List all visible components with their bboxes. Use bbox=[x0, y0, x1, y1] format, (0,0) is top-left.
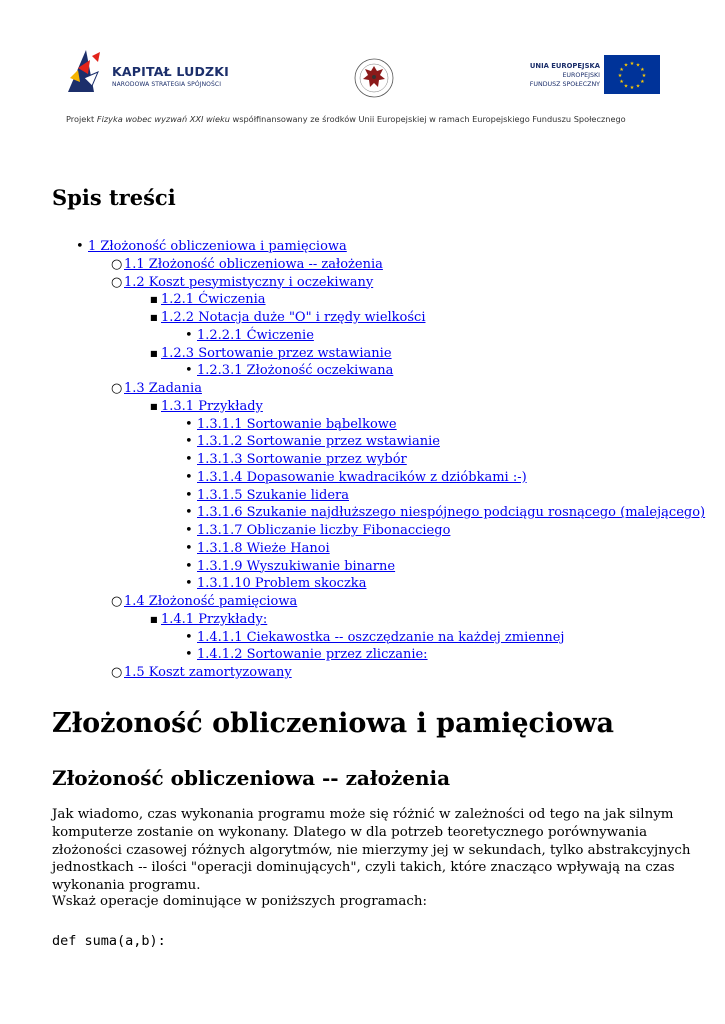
toc-item bbox=[52, 451, 692, 469]
toc-link[interactable]: 1.3.1 Przykłady bbox=[161, 398, 263, 414]
toc-bullet-icon: • bbox=[185, 434, 193, 450]
eu-fund-text bbox=[510, 62, 600, 89]
toc-bullet-icon: • bbox=[185, 487, 193, 503]
toc-item bbox=[52, 327, 692, 345]
toc-bullet-icon: • bbox=[185, 540, 193, 556]
toc-item bbox=[52, 504, 706, 522]
caption-suffix: współfinansowany ze środków Unii Europejskiej w ramach Europejskiego Funduszu Społecznego bbox=[229, 114, 626, 124]
intro-paragraph: Jak wiadomo, czas wykonania programu może się różnić w zależności od tego na jak silnym komputerze zostanie on wykonany. Dlatego w dla potrzeb teoretycznego porównywania złożoności czasowej różnych algorytmów, nie mierzymy jej w sekundach, tylko abstrakcyjnych jednostkach -- ilości "operacji dominujących", czyli takich, które znacząco wpływają na czas wykonania programu. bbox=[52, 807, 691, 894]
toc-bullet-icon: ■ bbox=[150, 295, 158, 305]
toc-link[interactable]: 1.3.1.3 Sortowanie przez wybór bbox=[197, 452, 407, 467]
toc-link[interactable]: 1.2.2.1 Ćwiczenie bbox=[197, 327, 314, 343]
svg-text:★: ★ bbox=[619, 79, 624, 85]
toc-bullet-icon: ○ bbox=[111, 594, 123, 609]
toc-link[interactable]: 1.3 Zadania bbox=[124, 381, 202, 396]
toc-link[interactable]: 1 Złożoność obliczeniowa i pamięciowa bbox=[88, 239, 347, 254]
svg-text:★: ★ bbox=[617, 73, 623, 79]
svg-text:★: ★ bbox=[641, 73, 647, 79]
svg-text:★: ★ bbox=[629, 61, 635, 67]
toc-bullet-icon: ○ bbox=[111, 665, 123, 680]
caption-prefix: Projekt bbox=[66, 114, 97, 124]
svg-text:★: ★ bbox=[619, 67, 624, 73]
toc-link[interactable]: 1.3.1.5 Szukanie lidera bbox=[197, 487, 350, 503]
toc-bullet-icon: • bbox=[185, 363, 193, 379]
toc-item bbox=[52, 416, 692, 434]
kapital-ludzki-title: KAPITAŁ LUDZKI bbox=[112, 64, 230, 79]
toc-bullet-icon: ■ bbox=[150, 348, 158, 358]
toc-bullet-icon: • bbox=[185, 558, 193, 574]
toc-item bbox=[52, 433, 692, 451]
toc-bullet-icon: • bbox=[185, 647, 193, 663]
caption-project-name: Fizyka wobec wyzwań XXI wieku bbox=[96, 114, 230, 124]
task-paragraph: Wskaż operacje dominujące w poniższych programach: bbox=[52, 894, 427, 909]
toc-bullet-icon: • bbox=[185, 469, 193, 485]
toc-link[interactable]: 1.2.2 Notacja duże "O" i rzędy wielkości bbox=[161, 310, 426, 325]
toc-bullet-icon: • bbox=[76, 239, 84, 254]
toc-item bbox=[52, 291, 692, 309]
toc-bullet-icon: • bbox=[185, 452, 193, 467]
section-heading: Złożoność obliczeniowa i pamięciowa bbox=[52, 708, 614, 739]
toc-item bbox=[52, 469, 692, 487]
toc-list bbox=[52, 238, 706, 682]
svg-text:★: ★ bbox=[629, 85, 635, 91]
eu-fund-line2: FUNDUSZ SPOŁECZNY bbox=[529, 81, 600, 88]
toc-link[interactable]: 1.1 Złożoność obliczeniowa -- założenia bbox=[124, 256, 383, 272]
toc-item bbox=[52, 540, 692, 558]
kapital-ludzki-subtitle: NARODOWA STRATEGIA SPÓJNOŚCI bbox=[112, 81, 222, 88]
toc-item bbox=[52, 558, 692, 576]
toc-item bbox=[52, 362, 692, 380]
toc-link[interactable]: 1.4.1.2 Sortowanie przez zliczanie: bbox=[197, 647, 428, 663]
toc-link[interactable]: 1.4.1 Przykłady: bbox=[161, 611, 268, 627]
toc-bullet-icon: ○ bbox=[111, 381, 123, 396]
svg-text:★: ★ bbox=[635, 83, 641, 90]
toc-item bbox=[52, 611, 692, 629]
toc-item bbox=[52, 256, 692, 274]
toc-link[interactable]: 1.3.1.4 Dopasowanie kwadracików z dzióbkami :-) bbox=[197, 469, 527, 485]
toc-title: Spis treści bbox=[52, 185, 176, 210]
project-caption bbox=[66, 114, 626, 124]
toc-bullet-icon: • bbox=[185, 327, 193, 343]
toc-link[interactable]: 1.3.1.1 Sortowanie bąbelkowe bbox=[197, 416, 397, 432]
kapital-ludzki-mark-icon bbox=[64, 48, 106, 94]
toc-bullet-icon: ○ bbox=[111, 274, 123, 290]
toc-link[interactable]: 1.2 Koszt pesymistyczny i oczekiwany bbox=[124, 274, 374, 290]
toc-item bbox=[52, 309, 692, 327]
toc-link[interactable]: 1.3.1.9 Wyszukiwanie binarne bbox=[197, 558, 396, 574]
table-of-contents bbox=[52, 238, 706, 682]
toc-link[interactable]: 1.2.3 Sortowanie przez wstawianie bbox=[161, 345, 392, 361]
toc-bullet-icon: ○ bbox=[111, 256, 123, 272]
toc-item bbox=[52, 575, 692, 593]
toc-link[interactable]: 1.4.1.1 Ciekawostka -- oszczędzanie na każdej zmiennej bbox=[197, 629, 565, 645]
subsection-heading: Złożoność obliczeniowa -- założenia bbox=[52, 766, 451, 790]
toc-item bbox=[52, 593, 692, 611]
svg-text:★: ★ bbox=[623, 62, 629, 69]
svg-text:★: ★ bbox=[635, 62, 641, 69]
toc-link[interactable]: 1.3.1.8 Wieże Hanoi bbox=[197, 540, 330, 556]
university-warsaw-eagle-icon bbox=[353, 55, 395, 101]
toc-link[interactable]: 1.3.1.6 Szukanie najdłuższego niespójnego podciągu rosnącego (malejącego) bbox=[197, 505, 706, 521]
toc-link[interactable]: 1.3.1.2 Sortowanie przez wstawianie bbox=[197, 434, 440, 450]
toc-link[interactable]: 1.3.1.10 Problem skoczka bbox=[197, 576, 367, 592]
toc-link[interactable]: 1.2.1 Ćwiczenia bbox=[161, 292, 266, 308]
toc-bullet-icon: • bbox=[185, 576, 193, 592]
toc-item bbox=[52, 522, 692, 540]
code-block: def suma(a,b): bbox=[52, 933, 166, 949]
toc-item bbox=[52, 487, 692, 505]
toc-bullet-icon: • bbox=[185, 629, 193, 645]
toc-item bbox=[52, 274, 692, 292]
kapital-ludzki-logo bbox=[64, 48, 244, 98]
toc-link[interactable]: 1.4 Złożoność pamięciowa bbox=[124, 594, 298, 609]
toc-item bbox=[52, 646, 692, 664]
svg-text:★: ★ bbox=[640, 67, 645, 73]
toc-item bbox=[52, 664, 692, 682]
svg-text:★: ★ bbox=[640, 79, 645, 85]
toc-bullet-icon: ■ bbox=[150, 401, 158, 411]
toc-link[interactable]: 1.2.3.1 Złożoność oczekiwana bbox=[197, 363, 394, 379]
toc-bullet-icon: ■ bbox=[150, 614, 158, 624]
toc-item bbox=[52, 380, 692, 398]
header-banner bbox=[0, 0, 725, 140]
toc-item bbox=[52, 398, 692, 416]
eu-fund-line1: EUROPEJSKI bbox=[562, 72, 600, 79]
toc-bullet-icon: • bbox=[185, 523, 193, 538]
toc-bullet-icon: • bbox=[185, 416, 193, 432]
page-content bbox=[52, 184, 706, 949]
eu-name: UNIA EUROPEJSKA bbox=[529, 62, 600, 70]
toc-link[interactable]: 1.3.1.7 Obliczanie liczby Fibonacciego bbox=[197, 523, 451, 538]
toc-bullet-icon: • bbox=[185, 505, 193, 521]
toc-item bbox=[52, 629, 692, 647]
svg-text:★: ★ bbox=[623, 83, 629, 90]
eu-flag-icon bbox=[604, 55, 660, 94]
toc-item bbox=[52, 238, 692, 256]
toc-link[interactable]: 1.5 Koszt zamortyzowany bbox=[124, 665, 292, 680]
toc-bullet-icon: ■ bbox=[150, 313, 158, 322]
toc-item bbox=[52, 345, 692, 363]
